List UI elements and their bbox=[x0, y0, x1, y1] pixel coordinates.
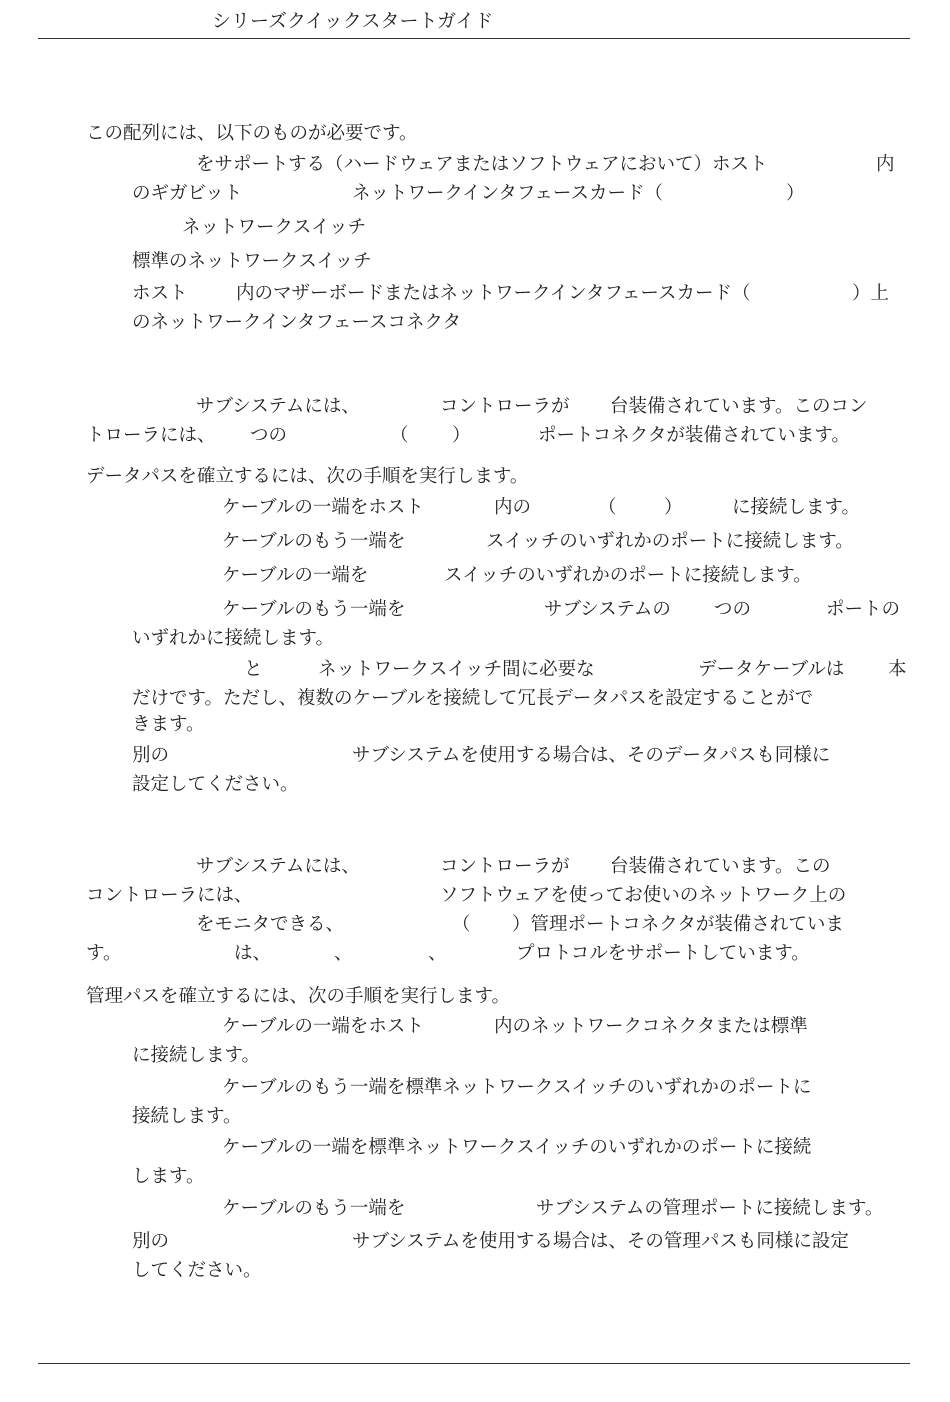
data-path-paragraph: サブシステムには、 bbox=[196, 396, 360, 417]
requirement-item-4-text: 内のマザーボードまたはネットワークインタフェースカード（ bbox=[236, 283, 751, 304]
requirement-item-4-text: ）上 bbox=[852, 283, 890, 304]
requirement-item-2: ネットワークスイッチ bbox=[182, 217, 367, 238]
data-path-paragraph: ） bbox=[452, 425, 471, 446]
data-path-paragraph: コントローラが bbox=[440, 396, 570, 417]
data-path-step-3: スイッチのいずれかのポートに接続します。 bbox=[444, 565, 812, 586]
mgmt-path-paragraph: ）管理ポートコネクタが装備されていま bbox=[512, 914, 844, 935]
mgmt-path-paragraph: 台装備されています。この bbox=[610, 856, 831, 877]
mgmt-path-step-1: ケーブルの一端をホスト bbox=[222, 1016, 424, 1037]
mgmt-path-step-2: 接続します。 bbox=[132, 1106, 242, 1127]
mgmt-path-paragraph: ソフトウェアを使ってお使いのネットワーク上の bbox=[440, 885, 847, 906]
data-path-note-1: データケーブルは bbox=[698, 659, 845, 680]
data-path-note-2: 別の bbox=[132, 745, 170, 766]
requirement-item-1-text: ネットワークインタフェースカード（ bbox=[352, 183, 663, 204]
page-header-title: シリーズクイックスタートガイド bbox=[212, 10, 494, 32]
requirement-item-1-text: 内 bbox=[876, 154, 895, 175]
data-path-note-1: きます。 bbox=[132, 714, 205, 735]
mgmt-path-paragraph: コントローラが bbox=[440, 856, 570, 877]
mgmt-path-note-1: サブシステムを使用する場合は、その管理パスも同様に設定 bbox=[352, 1231, 849, 1252]
data-path-paragraph: （ bbox=[390, 425, 409, 446]
mgmt-path-step-3: ケーブルの一端を標準ネットワークスイッチのいずれかのポートに接続 bbox=[222, 1137, 812, 1158]
data-path-step-2: ケーブルのもう一端を bbox=[222, 531, 406, 552]
mgmt-path-step-4: サブシステムの管理ポートに接続します。 bbox=[536, 1198, 884, 1219]
data-path-step-2: スイッチのいずれかのポートに接続します。 bbox=[486, 531, 854, 552]
requirement-item-1-text: のギガビット bbox=[132, 183, 243, 204]
mgmt-path-paragraph: 、 bbox=[428, 943, 447, 964]
data-path-step-3: ケーブルの一端を bbox=[222, 565, 369, 586]
requirement-item-3: 標準のネットワークスイッチ bbox=[132, 251, 372, 272]
mgmt-path-paragraph: す。 bbox=[86, 943, 122, 964]
data-path-step-4: つの bbox=[714, 599, 752, 620]
footer-rule bbox=[38, 1363, 910, 1364]
data-path-step-4: ケーブルのもう一端を bbox=[222, 599, 406, 620]
mgmt-path-paragraph: プロトコルをサポートしています。 bbox=[516, 943, 810, 964]
mgmt-path-paragraph: （ bbox=[452, 914, 471, 935]
data-path-paragraph: ポートコネクタが装備されています。 bbox=[538, 425, 850, 446]
mgmt-path-note-1: 別の bbox=[132, 1231, 170, 1252]
data-path-steps-intro: データパスを確立するには、次の手順を実行します。 bbox=[86, 466, 529, 487]
header-rule bbox=[38, 38, 910, 39]
requirement-item-1-text: ） bbox=[786, 183, 805, 204]
data-path-note-1: ネットワークスイッチ間に必要な bbox=[318, 659, 595, 680]
data-path-step-4: いずれかに接続します。 bbox=[132, 628, 335, 649]
data-path-note-2: 設定してください。 bbox=[132, 774, 299, 795]
mgmt-path-paragraph: サブシステムには、 bbox=[196, 856, 360, 877]
data-path-step-4: ポートの bbox=[826, 599, 901, 620]
mgmt-path-paragraph: をモニタできる、 bbox=[196, 914, 345, 935]
data-path-step-1: （ bbox=[598, 497, 617, 518]
mgmt-path-paragraph: は、 bbox=[234, 943, 272, 964]
data-path-note-1: 本 bbox=[888, 659, 907, 680]
data-path-step-1: 内の bbox=[494, 497, 532, 518]
data-path-step-1: ） bbox=[664, 497, 683, 518]
requirements-intro: この配列には、以下のものが必要です。 bbox=[86, 123, 418, 144]
requirement-item-4-text: ホスト bbox=[132, 283, 188, 304]
data-path-note-1: だけです。ただし、複数のケーブルを接続して冗長データパスを設定することがで bbox=[132, 688, 814, 709]
requirement-item-1-text: をサポートする（ハードウェアまたはソフトウェアにおいて）ホスト bbox=[196, 154, 768, 175]
mgmt-path-paragraph: 、 bbox=[334, 943, 353, 964]
data-path-note-2: サブシステムを使用する場合は、そのデータパスも同様に bbox=[352, 745, 831, 766]
data-path-step-1: に接続します。 bbox=[732, 497, 861, 518]
mgmt-path-step-3: します。 bbox=[132, 1166, 205, 1187]
data-path-paragraph: トローラには、 bbox=[86, 425, 216, 446]
data-path-note-1: と bbox=[244, 659, 263, 680]
data-path-paragraph: 台装備されています。このコン bbox=[610, 396, 868, 417]
data-path-step-4: サブシステムの bbox=[544, 599, 671, 620]
data-path-step-1: ケーブルの一端をホスト bbox=[222, 497, 424, 518]
requirement-item-4-text: のネットワークインタフェースコネクタ bbox=[132, 312, 462, 333]
mgmt-path-paragraph: コントローラには、 bbox=[86, 885, 253, 906]
data-path-paragraph: つの bbox=[250, 425, 288, 446]
mgmt-path-step-4: ケーブルのもう一端を bbox=[222, 1198, 406, 1219]
mgmt-path-steps-intro: 管理パスを確立するには、次の手順を実行します。 bbox=[86, 986, 511, 1007]
mgmt-path-step-1: 内のネットワークコネクタまたは標準 bbox=[494, 1016, 808, 1037]
mgmt-path-step-1: に接続します。 bbox=[132, 1045, 261, 1066]
mgmt-path-step-2: ケーブルのもう一端を標準ネットワークスイッチのいずれかのポートに bbox=[222, 1077, 812, 1098]
mgmt-path-note-1: してください。 bbox=[132, 1260, 262, 1281]
